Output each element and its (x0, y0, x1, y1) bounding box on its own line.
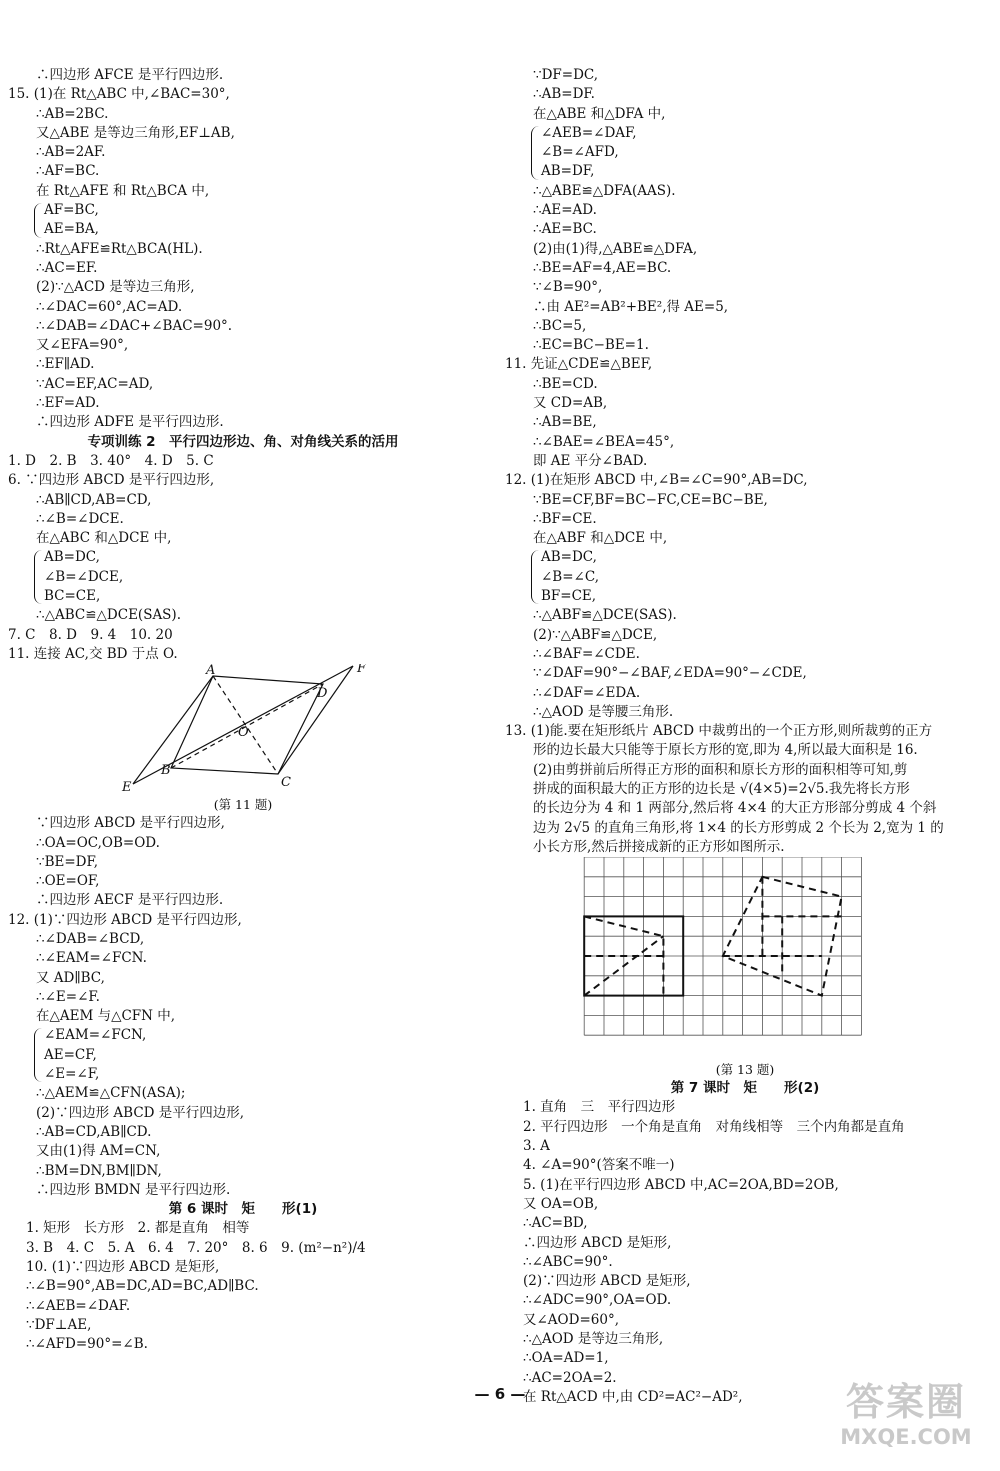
text-line: 1. 矩形 长方形 2. 都是直角 相等 (26, 1220, 250, 1237)
text-line: ∴△AOD 是等边三角形, (523, 1331, 664, 1348)
text-line: ∠AEB=∠DAF, (541, 124, 637, 141)
watermark-logo (820, 1380, 992, 1468)
text-line: 又∠EFA=90°, (36, 337, 129, 354)
text-line: 边为 2√5 的直角三角形,将 1×4 的长方形剪成 2 个长为 2,宽为 1 的 (533, 819, 944, 836)
text-line: ∴AB=DF. (533, 86, 595, 103)
text-line: ∴∠B=90°,AB=DC,AD=BC,AD∥BC. (26, 1278, 259, 1295)
text-line: 又由(1)得 AM=CN, (36, 1143, 161, 1160)
text-line: 10. (1)∵四边形 ABCD 是矩形, (26, 1259, 220, 1276)
text-line: 11. 连接 AC,交 BD 于点 O. (8, 645, 178, 662)
text-line: ∠B=∠C, (541, 568, 599, 585)
text-line: AE=BA, (44, 221, 99, 238)
brace-group (505, 548, 985, 606)
text-line: 在 Rt△ACD 中,由 CD²=AC²−AD², (523, 1388, 743, 1405)
grid-cut-diagram (505, 857, 985, 1057)
text-line: ∴BE=AF=4,AE=BC. (533, 259, 672, 276)
text-line: 15. (1)在 Rt△ABC 中,∠BAC=30°, (8, 86, 230, 103)
text-line: ∴△AOD 是等腰三角形. (533, 703, 674, 720)
text-line: 拼成的面积最大的正方形的边长是 √(4×5)=2√5.我先将长方形 (533, 780, 910, 797)
text-line: 4. ∠A=90°(答案不唯一) (523, 1157, 675, 1174)
text-line: 13. (1)能.要在矩形纸片 ABCD 中裁剪出的一个正方形,则所裁剪的正方 (505, 723, 933, 740)
text-line: AE=CF, (44, 1046, 97, 1063)
text-line: ∴∠DAB=∠DAC+∠BAC=90°. (36, 317, 233, 334)
text-line: 2. 平行四边形 一个角是直角 对角线相等 三个内角都是直角 (523, 1118, 905, 1135)
text-line: ∴∠DAC=60°,AC=AD. (36, 298, 183, 315)
label-A: A (206, 664, 216, 679)
text-line: ∵四边形 ABCD 是平行四边形, (36, 815, 225, 832)
text-line: ∴∠DAB=∠BCD, (36, 930, 145, 947)
text-line: AF=BC, (44, 202, 99, 219)
brace-group (505, 124, 985, 182)
lesson-heading: 第 6 课时 矩 形(1) (168, 1201, 318, 1218)
text-line: 1. 直角 三 平行四边形 (523, 1099, 676, 1116)
text-line: 在△ABE 和△DFA 中, (533, 105, 666, 122)
label-O: O (238, 725, 249, 741)
text-line: 又△ABE 是等边三角形,EF⊥AB, (36, 124, 235, 141)
text-line: ∠E=∠F, (44, 1066, 100, 1083)
right-column (505, 66, 985, 1407)
figure-caption: (第 13 题) (715, 1062, 775, 1078)
lesson-heading: 第 7 课时 矩 形(2) (670, 1080, 820, 1097)
figure-11 (8, 664, 478, 814)
figure-caption: (第 11 题) (213, 797, 273, 813)
figure-13 (505, 857, 985, 1079)
text-line: 在△ABF 和△DCE 中, (533, 530, 668, 547)
text-line: ∴∠ADC=90°,OA=OD. (523, 1292, 672, 1309)
text-line: ∠B=∠AFD, (541, 144, 619, 161)
text-line: 小长方形,然后拼接成新的正方形如图所示. (533, 838, 785, 855)
text-line: ∴△ABC≌△DCE(SAS). (36, 607, 181, 624)
text-line: ∴∠BAE=∠BEA=45°, (533, 433, 675, 450)
text-line: ∴AC=2OA=2. (523, 1369, 617, 1386)
text-line: ∴∠EAM=∠FCN. (36, 950, 147, 967)
section-heading: 专项训练 2 平行四边形边、角、对角线关系的活用 (87, 433, 399, 450)
text-line: ∠B=∠DCE, (44, 568, 124, 585)
text-line: ∠EAM=∠FCN, (44, 1027, 147, 1044)
text-line: ∴∠ABC=90°. (523, 1253, 613, 1270)
text-line: ∴AC=EF. (36, 259, 98, 276)
text-line: BC=CE, (44, 588, 101, 605)
text-line: (2)∵△ACD 是等边三角形, (36, 279, 195, 296)
text-line: ∴△AEM≌△CFN(ASA); (36, 1085, 186, 1102)
text-line: 即 AE 平分∠BAD. (533, 452, 648, 469)
text-line: ∴OE=OF, (36, 873, 100, 890)
text-line: AB=DC, (541, 549, 597, 566)
watermark-text: 答案圈 (845, 1380, 966, 1424)
text-line: ∴AB∥CD,AB=CD, (36, 491, 152, 508)
text-line: ∵BE=CF,BF=BC−FC,CE=BC−BE, (533, 491, 768, 508)
text-line: 12. (1)在矩形 ABCD 中,∠B=∠C=90°,AB=DC, (505, 472, 808, 489)
text-line: ∵BE=DF, (36, 853, 99, 870)
text-line: 又 AD∥BC, (36, 969, 105, 986)
label-C: C (281, 775, 291, 791)
text-line: ∴四边形 ABCD 是矩形, (523, 1234, 672, 1251)
text-line: 12. (1)∵四边形 ABCD 是平行四边形, (8, 911, 242, 928)
text-line: 又 CD=AB, (533, 395, 608, 412)
text-line: ∵∠B=90°, (533, 279, 603, 296)
text-line: ∴OA=AD=1, (523, 1350, 609, 1367)
text-line: ∴BE=CD. (533, 375, 598, 392)
text-line: 1. D 2. B 3. 40° 4. D 5. C (8, 452, 214, 469)
brace-group (8, 201, 478, 240)
text-line: ∴四边形 AFCE 是平行四边形. (36, 67, 224, 83)
text-line: 3. A (523, 1138, 550, 1155)
text-line: ∴AB=CD,AB∥CD. (36, 1123, 152, 1140)
text-line: ∴四边形 ADFE 是平行四边形. (36, 414, 224, 431)
text-line: ∵AC=EF,AC=AD, (36, 375, 154, 392)
text-line: ∴∠AFD=90°=∠B. (26, 1336, 148, 1353)
text-line: ∵DF⊥AE, (26, 1316, 92, 1333)
text-line: 形的边长最大只能等于原长方形的宽,即为 4,所以最大面积是 16. (533, 742, 918, 759)
text-line: ∴△ABF≌△DCE(SAS). (533, 607, 677, 624)
text-line: BF=CE, (541, 588, 597, 605)
text-line: 在△ABC 和△DCE 中, (36, 530, 172, 547)
text-line: ∴AE=AD. (533, 202, 597, 219)
text-line: 又 OA=OB, (523, 1195, 599, 1212)
text-line: ∴AB=2AF. (36, 144, 106, 161)
text-line: (2)∵△ABF≌△DCE, (533, 626, 658, 643)
text-line: ∴∠E=∠F. (36, 988, 100, 1005)
brace-group (8, 1026, 478, 1084)
text-line: ∴EC=BC−BE=1. (533, 337, 649, 354)
label-B: B (161, 763, 171, 779)
text-line: ∵DF=DC, (533, 67, 599, 83)
text-line: (2)∵四边形 ABCD 是矩形, (523, 1273, 691, 1290)
parallelogram-diagram (8, 664, 478, 792)
text-line: ∴∠B=∠DCE. (36, 510, 124, 527)
watermark-url: MXQE.COM (840, 1425, 972, 1449)
text-line: ∴四边形 BMDN 是平行四边形. (36, 1181, 231, 1198)
label-E: E (122, 780, 132, 793)
text-line: ∴OA=OC,OB=OD. (36, 834, 160, 851)
text-line: 在 Rt△AFE 和 Rt△BCA 中, (36, 182, 210, 199)
text-line: ∴AE=BC. (533, 221, 597, 238)
text-line: ∴Rt△AFE≌Rt△BCA(HL). (36, 240, 203, 257)
text-line: (2)由(1)得,△ABE≌△DFA, (533, 240, 698, 257)
text-line: ∴BM=DN,BM∥DN, (36, 1162, 162, 1179)
left-column (8, 66, 478, 1355)
text-line: 又∠AOD=60°, (523, 1311, 619, 1328)
text-line: ∴EF∥AD. (36, 356, 95, 373)
text-line: AB=DC, (44, 549, 100, 566)
text-line: ∴EF=AD. (36, 395, 100, 412)
text-line: ∴AB=2BC. (36, 105, 109, 122)
text-line: ∴BC=5, (533, 317, 587, 334)
text-line: ∴△ABE≌△DFA(AAS). (533, 182, 676, 199)
text-line: ∴四边形 AECF 是平行四边形. (36, 892, 224, 909)
text-line: ∴∠DAF=∠EDA. (533, 684, 641, 701)
text-line: 11. 先证△CDE≌△BEF, (505, 356, 653, 373)
text-line: 的长边分为 4 和 1 两部分,然后将 4×4 的大正方形部分剪成 4 个斜 (533, 800, 937, 817)
text-line: 6. ∵四边形 ABCD 是平行四边形, (8, 472, 215, 489)
text-line: ∴∠AEB=∠DAF. (26, 1297, 131, 1314)
text-line: 3. B 4. C 5. A 6. 4 7. 20° 8. 6 9. (m²−n²)/4 (26, 1239, 366, 1256)
label-D: D (317, 686, 328, 702)
text-line: ∴AB=BE, (533, 414, 597, 431)
text-line: ∴∠BAF=∠CDE. (533, 645, 640, 662)
text-line: ∴AC=BD, (523, 1215, 588, 1232)
text-line: AB=DF, (541, 163, 595, 180)
brace-group (8, 548, 478, 606)
text-line: ∴AF=BC. (36, 163, 100, 180)
text-line: ∴由 AE²=AB²+BE²,得 AE=5, (533, 298, 729, 315)
page-number: — 6 — (474, 1385, 526, 1403)
text-line: 在△AEM 与△CFN 中, (36, 1008, 176, 1025)
text-line: 7. C 8. D 9. 4 10. 20 (8, 626, 173, 643)
text-line: (2)∵四边形 ABCD 是平行四边形, (36, 1104, 245, 1121)
text-line: ∵∠DAF=90°−∠BAF,∠EDA=90°−∠CDE, (533, 665, 807, 682)
text-line: (2)由剪拼前后所得正方形的面积和原长方形的面积相等可知,剪 (533, 761, 908, 778)
text-line: ∴BF=CE. (533, 510, 597, 527)
text-line: 5. (1)在平行四边形 ABCD 中,AC=2OA,BD=2OB, (523, 1176, 839, 1193)
label-F: F (357, 664, 367, 677)
